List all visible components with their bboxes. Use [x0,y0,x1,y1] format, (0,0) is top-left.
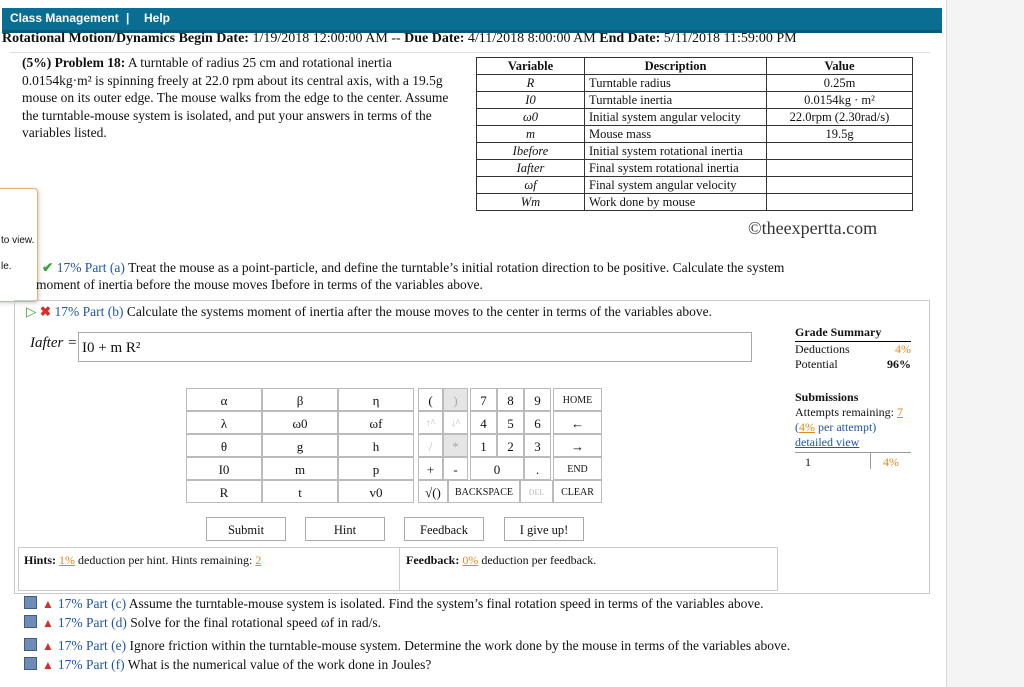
key-home[interactable]: HOME [553,388,602,411]
part-d[interactable]: ▲ 17% Part (d) Solve for the final rotational speed ωf in rad/s. [24,615,381,631]
submit-button[interactable]: Submit [206,517,286,541]
feedback-info: Feedback: 0% deduction per feedback. [406,553,597,567]
key-h[interactable]: h [338,434,414,457]
col-description: Description [585,58,767,75]
grade-summary: Grade Summary Deductions 4% Potential 96% [795,325,911,371]
key-minus[interactable]: - [443,457,468,480]
key-v0[interactable]: v0 [338,480,414,503]
hint-button[interactable]: Hint [305,517,385,541]
key-9[interactable]: 9 [524,388,551,411]
key-I0[interactable]: I0 [186,457,262,480]
key-open-paren[interactable]: ( [418,388,443,411]
detailed-view-link[interactable]: detailed view [795,435,860,449]
key-3[interactable]: 3 [524,434,551,457]
part-a[interactable]: ✔ 17% Part (a) Treat the mouse as a point-particle, and define the turntable’s initial rotation direction to be positive. Calculate the system [42,260,785,275]
key-1[interactable]: 1 [470,434,497,457]
nav-class-management[interactable]: Class Management [10,11,119,25]
submissions-table: 1 4% [795,452,911,469]
side-popup-text: to view. [1,235,35,246]
submissions-panel: Submissions Attempts remaining: 7 (4% per attempt) detailed view [795,390,911,450]
part-a-line2: moment of inertia before the mouse moves Ibefore in terms of the variables above. [36,277,483,292]
answer-input[interactable]: I0 + m R² [78,332,752,362]
part-f[interactable]: ▲ 17% Part (f) What is the numerical value of the work done in Joules? [24,657,431,673]
table-row: Ibefore Initial system rotational inertia [477,143,913,160]
key-omega0[interactable]: ω0 [262,411,338,434]
key-0[interactable]: 0 [470,457,524,480]
expand-icon[interactable] [24,657,37,670]
give-up-button[interactable]: I give up! [504,517,584,541]
key-theta[interactable]: θ [186,434,262,457]
expand-icon[interactable] [24,638,37,651]
grade-summary-title: Grade Summary [795,325,911,342]
table-row: m Mouse mass 19.5g [477,126,913,143]
expand-triangle-icon[interactable]: ▷ [26,304,37,319]
key-4[interactable]: 4 [470,411,497,434]
expand-icon[interactable] [24,596,37,609]
problem-statement: (5%) Problem 18: A turntable of radius 25 cm and rotational inertia 0.0154kg·m² is spinning freely at 22.0 rpm about its central axis, with a 19.5g mouse on its outer edge. The mouse walks from the edge to the center. Assume the turntable-mouse system is isolated, and put your answers in terms of the variables listed. [22,55,449,140]
right-margin [947,0,1024,687]
side-popup[interactable] [0,188,38,302]
warning-icon: ▲ [42,616,54,630]
hint-feedback-box [18,547,778,591]
table-row: R Turntable radius 0.25m [477,75,913,92]
key-8[interactable]: 8 [497,388,524,411]
expand-icon[interactable] [24,615,37,628]
warning-icon: ▲ [42,658,54,672]
feedback-button[interactable]: Feedback [404,517,484,541]
col-variable: Variable [477,58,585,75]
part-e[interactable]: ▲ 17% Part (e) Ignore friction within the turntable-mouse system. Determine the work done by the mouse in terms of the variables above. [24,638,790,654]
assignment-title: Rotational Motion/Dynamics Begin Date: 1/19/2018 12:00:00 AM -- Due Date: 4/11/2018 8:00:00 AM End Date: 5/11/2018 11:59:00 PM [2,31,797,46]
hints-info: Hints: 1% deduction per hint. Hints remaining: 2 [24,553,262,567]
col-value: Value [767,58,913,75]
watermark: ©theexpertta.com [748,218,878,238]
key-m[interactable]: m [262,457,338,480]
key-beta[interactable]: β [262,388,338,411]
part-c[interactable]: ▲ 17% Part (c) Assume the turntable-mouse system is isolated. Find the system’s final rotation speed in terms of the variables above. [24,596,764,612]
key-left-arrow[interactable]: ← [553,411,602,434]
key-alpha[interactable]: α [186,388,262,411]
key-del[interactable]: DEL [520,480,553,503]
key-divide[interactable]: / [418,434,443,457]
x-mark-icon: ✖ [39,304,52,319]
table-row: ωf Final system angular velocity [477,177,913,194]
nav-help[interactable]: Help [144,11,171,25]
key-p[interactable]: p [338,457,414,480]
part-b[interactable]: ▷ ✖ 17% Part (b) Calculate the systems moment of inertia after the mouse moves to the center in terms of the variables above. [26,304,712,319]
key-t[interactable]: t [262,480,338,503]
key-backspace[interactable]: BACKSPACE [448,480,520,503]
key-7[interactable]: 7 [470,388,497,411]
warning-icon: ▲ [42,597,54,611]
key-close-paren[interactable]: ) [443,388,468,411]
key-6[interactable]: 6 [524,411,551,434]
nav-separator: | [126,11,130,25]
table-row: I0 Turntable inertia 0.0154kg · m² [477,92,913,109]
key-superscript[interactable]: ↑^ [418,411,443,434]
key-multiply[interactable]: * [443,434,468,457]
side-popup-text-2: le. [1,261,12,272]
table-row: Wm Work done by mouse [477,194,913,211]
key-g[interactable]: g [262,434,338,457]
key-end[interactable]: END [553,457,602,480]
key-clear[interactable]: CLEAR [553,480,602,503]
key-lambda[interactable]: λ [186,411,262,434]
answer-label: Iafter = [30,335,78,351]
warning-icon: ▲ [42,639,54,653]
key-omegaf[interactable]: ωf [338,411,414,434]
table-row: ω0 Initial system angular velocity 22.0rpm (2.30rad/s) [477,109,913,126]
key-5[interactable]: 5 [497,411,524,434]
key-sqrt[interactable]: √() [418,480,448,503]
variable-table [476,57,913,211]
key-right-arrow[interactable]: → [553,434,602,457]
key-2[interactable]: 2 [497,434,524,457]
table-row: Iafter Final system rotational inertia [477,160,913,177]
key-plus[interactable]: + [418,457,443,480]
check-icon: ✔ [42,260,54,275]
key-R[interactable]: R [186,480,262,503]
key-eta[interactable]: η [338,388,414,411]
top-nav-bar [2,8,942,33]
key-decimal[interactable]: . [524,457,551,480]
key-subscript[interactable]: ↓^ [443,411,468,434]
